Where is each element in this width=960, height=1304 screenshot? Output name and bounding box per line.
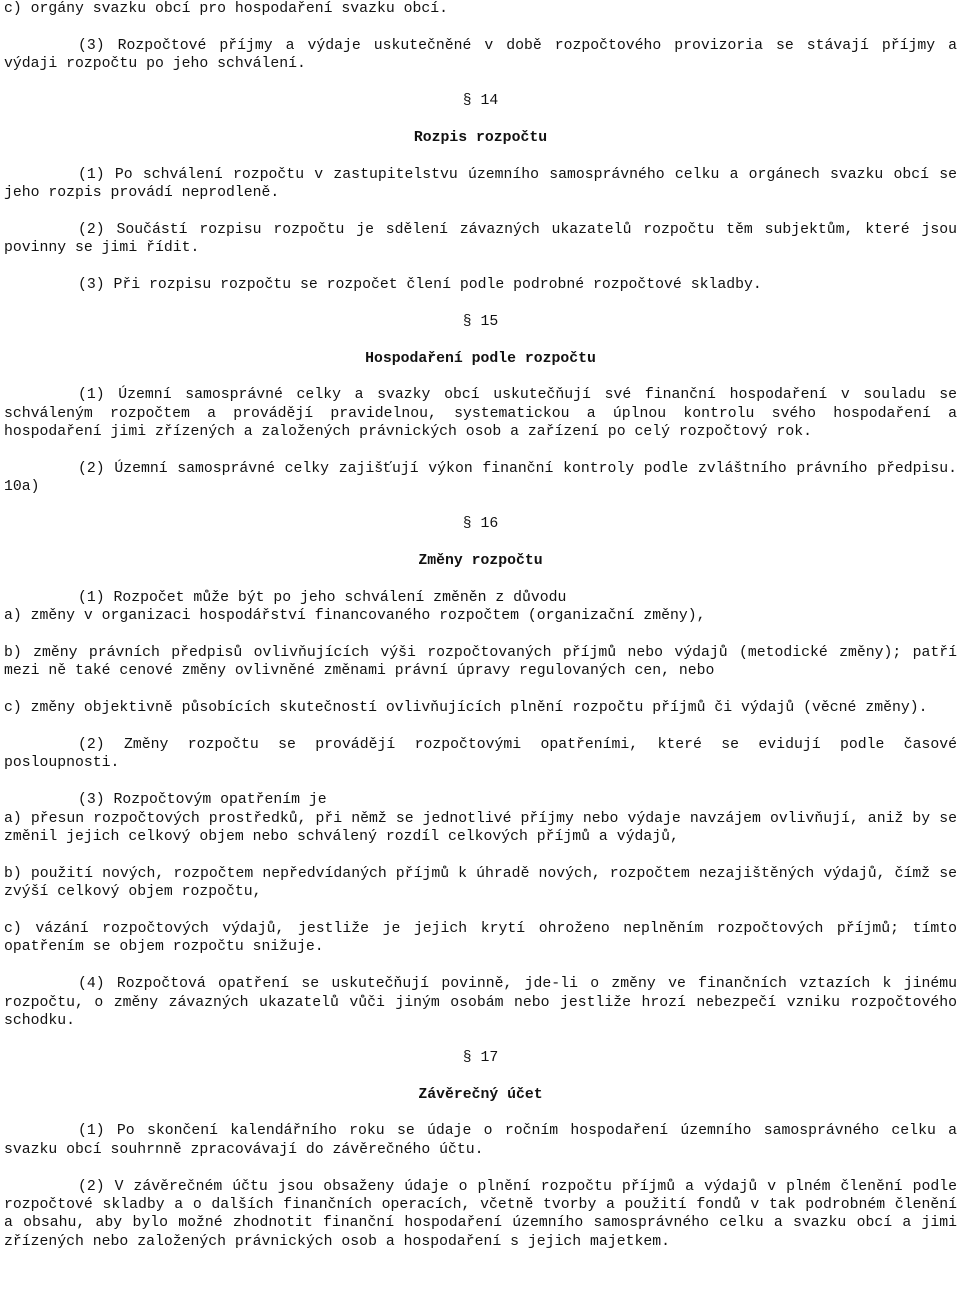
section-16-item-3a: a) přesun rozpočtových prostředků, při němž se jednotlivé příjmy nebo výdaje navzájem ovlivňují, aniž by se změnil jejich celkový objem nebo schválený rozdíl celkových příjmů a výdajů, bbox=[4, 810, 957, 846]
section-16-item-3c: c) vázání rozpočtových výdajů, jestliže je jejich krytí ohroženo neplněním rozpočtových příjmů; tímto opatřením se objem rozpočtu snižuje. bbox=[4, 921, 957, 956]
section-16-paragraph-3: (3) Rozpočtovým opatřením je bbox=[78, 792, 327, 809]
section-15-title: Hospodaření podle rozpočtu bbox=[365, 350, 596, 367]
section-15-paragraph-1: (1) Územní samosprávné celky a svazky obcí uskutečňují své finanční hospodaření v souladu se schváleným rozpočtem a provádějí pravidelnou, systematickou a úplnou kontrolu svého hospodaření a hospodaření jimi zřízených a založených právnických osob a zařízení po celý rozpočtový rok. bbox=[4, 387, 957, 441]
section-16-item-3b: b) použití nových, rozpočtem nepředvídaných příjmů k úhradě nových, rozpočtem nezajištěných výdajů, čímž se zvýší celkový objem rozpočtu, bbox=[4, 865, 957, 901]
section-17-paragraph-2: (2) V závěrečném účtu jsou obsaženy údaje o plnění rozpočtu příjmů a výdajů v plném členění podle rozpočtové skladby a o dalších finančních operacích, včetně tvorby a použití fondů v tak podrobném členění a obsahu, aby bylo možné zhodnotit finanční hospodaření územního samosprávného celku a svazku obcí a jimi zřízených nebo založených právnických osob a hospodaření s jejich majetkem. bbox=[4, 1178, 957, 1250]
section-17-number: § 17 bbox=[462, 1049, 499, 1066]
paragraph-provisional-budget: (3) Rozpočtové příjmy a výdaje uskutečněné v době rozpočtového provizoria se stávají příjmy a výdaji rozpočtu po jeho schválení. bbox=[4, 37, 957, 73]
item-c-continuation: c) orgány svazku obcí pro hospodaření svazku obcí. bbox=[4, 1, 448, 17]
section-16-item-1b: b) změny právních předpisů ovlivňujících výši rozpočtovaných příjmů nebo výdajů (metodické změny); patří mezi ně také cenové změny ovlivněné změnami právní úpravy regulovaných cen, nebo bbox=[4, 645, 957, 680]
section-16-item-1a: a) změny v organizaci hospodářství financovaného rozpočtem (organizační změny), bbox=[4, 608, 706, 625]
section-14-paragraph-2: (2) Součástí rozpisu rozpočtu je sdělení závazných ukazatelů rozpočtu těm subjektům, které jsou povinny se jimi řídit. bbox=[4, 221, 957, 257]
section-16-item-1c: c) změny objektivně působících skutečností ovlivňujících plnění rozpočtu příjmů či výdajů (věcné změny). bbox=[4, 700, 928, 717]
section-14-paragraph-1: (1) Po schválení rozpočtu v zastupitelstvu územního samosprávného celku a orgánech svazku obcí se jeho rozpis provádí neprodleně. bbox=[4, 166, 957, 201]
section-16-paragraph-4: (4) Rozpočtová opatření se uskutečňují povinně, jde-li o změny ve finančních vztazích k jinému rozpočtu, o změny závazných ukazatelů vůči jiným osobám nebo jestliže hrozí nebezpečí vzniku rozpočtového schodku. bbox=[4, 976, 957, 1030]
section-16-paragraph-1: (1) Rozpočet může být po jeho schválení změněn z důvodu bbox=[78, 589, 567, 606]
section-14-paragraph-3: (3) Při rozpisu rozpočtu se rozpočet člení podle podrobné rozpočtové skladby. bbox=[78, 277, 762, 293]
section-14-number: § 14 bbox=[462, 93, 499, 109]
section-16-paragraph-2: (2) Změny rozpočtu se provádějí rozpočtovými opatřeními, které se evidují podle časové posloupnosti. bbox=[4, 737, 957, 772]
section-16-number: § 16 bbox=[462, 516, 499, 533]
section-15-number: § 15 bbox=[462, 313, 499, 330]
section-14-title: Rozpis rozpočtu bbox=[413, 129, 548, 146]
section-16-title: Změny rozpočtu bbox=[418, 553, 543, 569]
section-17-title: Závěrečný účet bbox=[418, 1086, 543, 1103]
document-page bbox=[4, 0, 957, 1251]
section-15-paragraph-2: (2) Územní samosprávné celky zajišťují výkon finanční kontroly podle zvláštního právního předpisu. 10a) bbox=[4, 461, 957, 496]
section-17-paragraph-1: (1) Po skončení kalendářního roku se údaje o ročním hospodaření územního samosprávného celku a svazku obcí souhrnně zpracovávají do závěrečného účtu. bbox=[4, 1123, 957, 1158]
